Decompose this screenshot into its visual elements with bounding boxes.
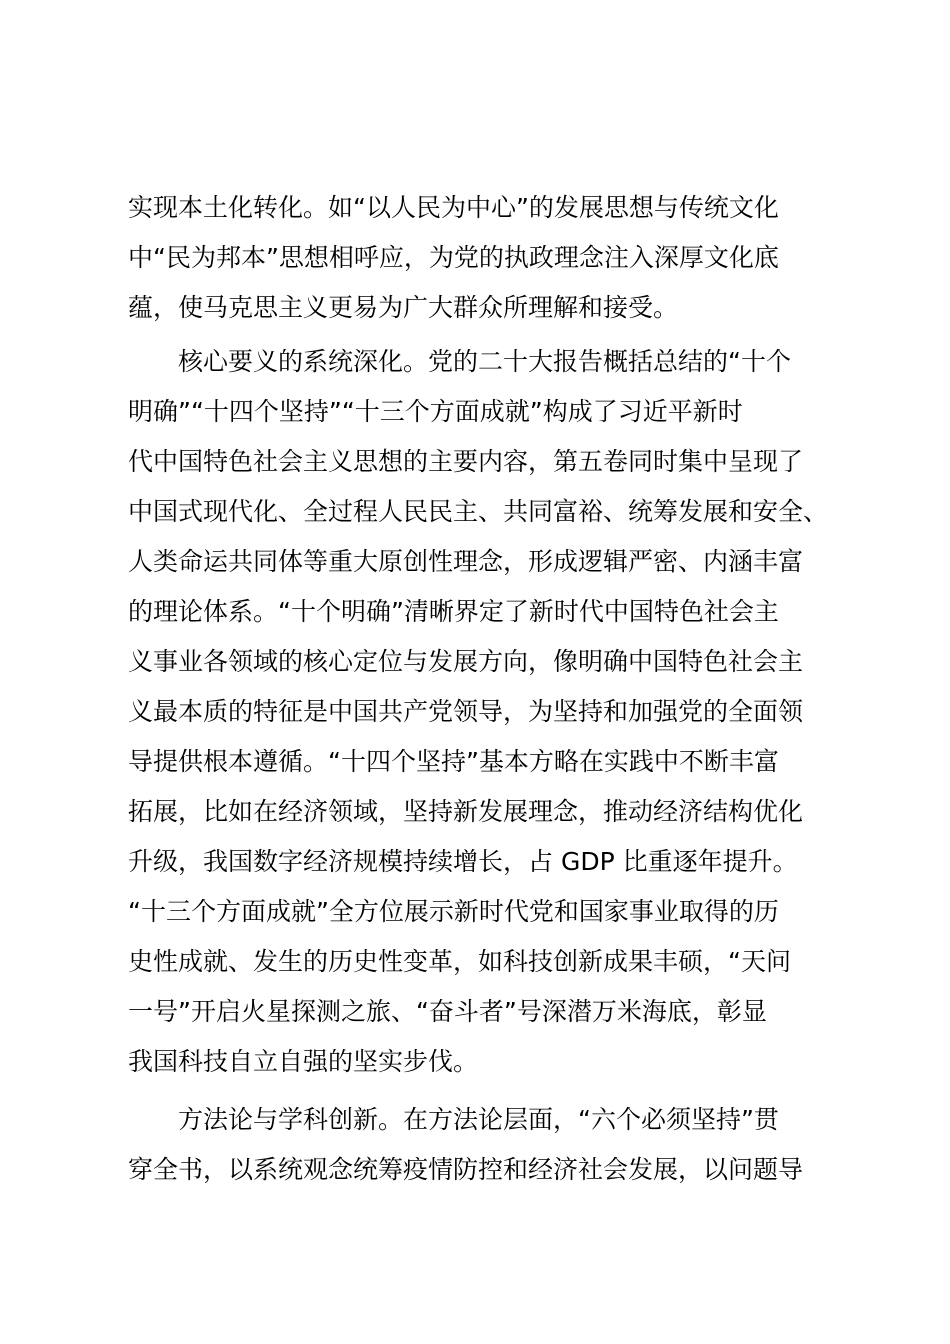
text-line: 中国式现代化、全过程人民民主、共同富裕、统筹发展和安全、: [128, 497, 829, 526]
text-line: 导提供根本遵循。“十四个坚持”基本方略在实践中不断丰富: [128, 747, 779, 776]
text-line: 一号”开启火星探测之旅、“奋斗者”号深潜万米海底，彰显: [128, 997, 767, 1026]
text-line: “十三个方面成就”全方位展示新时代党和国家事业取得的历: [128, 897, 779, 926]
text-line: 实现本土化转化。如“以人民为中心”的发展思想与传统文化: [128, 193, 779, 222]
text-line: 明确”“十四个坚持”“十三个方面成就”构成了习近平新时: [128, 397, 743, 426]
text-line: 的理论体系。“十个明确”清晰界定了新时代中国特色社会主: [128, 597, 779, 626]
text-line: 拓展，比如在经济领域，坚持新发展理念，推动经济结构优化: [128, 797, 804, 826]
text-line: 中“民为邦本”思想相呼应，为党的执政理念注入深厚文化底: [128, 243, 779, 272]
text-line: 义事业各领域的核心定位与发展方向，像明确中国特色社会主: [128, 647, 804, 676]
paragraph-start-line: 核心要义的系统深化。党的二十大报告概括总结的“十个: [178, 347, 791, 376]
text-line: 史性成就、发生的历史性变革，如科技创新成果丰硕，“天问: [128, 947, 791, 976]
text-line: 穿全书，以系统观念统筹疫情防控和经济社会发展，以问题导: [128, 1155, 804, 1184]
body-text: [128, 183, 840, 1195]
text-line: 我国科技自立自强的坚实步伐。: [128, 1047, 479, 1076]
paragraph-start-line: 方法论与学科创新。在方法论层面，“六个必须坚持”贯: [178, 1105, 779, 1134]
text-line: 义最本质的特征是中国共产党领导，为坚持和加强党的全面领: [128, 697, 804, 726]
text-line: 蕴，使马克思主义更易为广大群众所理解和接受。: [128, 293, 679, 322]
text-line: 代中国特色社会主义思想的主要内容，第五卷同时集中呈现了: [128, 447, 804, 476]
text-line: 人类命运共同体等重大原创性理念，形成逻辑严密、内涵丰富: [128, 547, 804, 576]
text-line: 升级，我国数字经济规模持续增长，占 GDP 比重逐年提升。: [128, 847, 798, 876]
